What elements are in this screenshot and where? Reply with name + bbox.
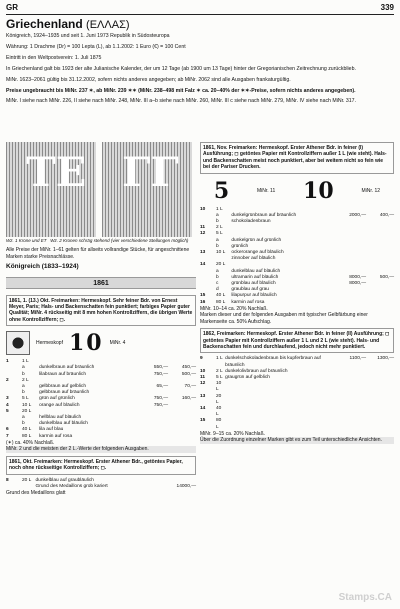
table-cell: a	[216, 237, 219, 243]
table-cell: dunkelblau auf bläulich	[39, 421, 88, 427]
table-cell: 11	[200, 374, 206, 380]
table-cell	[366, 381, 394, 393]
table-cell: 10	[200, 368, 206, 374]
table-cell: 5 L	[216, 231, 223, 237]
table-cell: 1300,—	[377, 356, 394, 362]
table-cell	[338, 418, 366, 430]
table-cell: 8	[6, 477, 9, 483]
stamp-value: 5	[213, 178, 230, 205]
title-greek: (ΕΛΛΑΣ)	[86, 19, 130, 31]
footnote: Über die Zuordnung einzelner Marken gibt es zum Teil unterschiedliche Ansichten.	[200, 437, 394, 443]
table-cell: 7	[6, 433, 9, 439]
issue-description: 1862, Freimarken: Hermeskopf. Erster Athener Bdr. in feiner (II) Ausführung; ◻ getöntes Papier mit Kontrollziffern außer 1 L und 2 L (wie steht). Hals- und Backenschatten fein und durchlaufend, jedoch nicht mehr punktiert.	[200, 328, 394, 353]
table-cell: 20 L	[216, 393, 222, 405]
table-cell: 13	[200, 250, 206, 256]
table-cell: 10	[200, 206, 206, 212]
table-cell: lila auf blau	[39, 427, 64, 433]
table-row	[200, 394, 394, 406]
table-cell: c	[216, 281, 219, 287]
table-cell: 12	[200, 231, 206, 237]
table-cell	[225, 418, 338, 430]
table-cell	[366, 394, 394, 406]
table-cell	[366, 406, 394, 418]
watermark-caption: Wz. 1 Krone und ET Wz. 2 Kronen schräg stehend (vier verschiedene Stellungen möglich)	[6, 238, 189, 243]
table-cell: a	[22, 365, 25, 371]
table-cell: schokoladenbraun	[231, 219, 271, 225]
table-cell: 10 L	[22, 402, 32, 408]
table-cell: 10 L	[216, 381, 222, 393]
table-cell: a	[216, 212, 219, 218]
table-cell: 40 L	[216, 405, 222, 418]
table-cell: hellblau auf bläulich	[39, 415, 82, 421]
right-column	[200, 142, 394, 444]
issue-description: 1861, Nov. Freimarken: Hermeskopf. Erster Athener Bdr. in feiner (I) Ausführung; ◻ getöntes Papier mit Kontrollziffern außer 1 L (wie steht). Hals- und Backenschatten meist noch punktiert, aber bei weitem nicht so fein wie bei der Pariser Drucken.	[200, 142, 394, 174]
table-cell: 8000,—	[349, 274, 366, 280]
table-cell: b	[216, 274, 219, 280]
table-cell: 5	[6, 408, 9, 414]
table-cell: 65,—	[156, 384, 168, 390]
table-cell: graugrün auf gelblich	[225, 374, 270, 380]
table-cell: 750,—	[153, 396, 168, 402]
table-cell: dunkelolivbraun auf bräunlich	[225, 368, 288, 374]
table-cell: 1 L	[22, 359, 29, 365]
intro-text	[6, 33, 394, 109]
table-cell: 15	[200, 293, 206, 299]
table-cell: ultramarin auf bläulich	[231, 274, 279, 280]
table-cell: 160,—	[181, 396, 196, 402]
table-cell: dunkelbraun auf bräunlich	[39, 365, 95, 371]
table-cell: zinnober auf bläulich	[231, 256, 276, 262]
table-cell	[366, 418, 394, 430]
table-cell: 80 L	[216, 299, 226, 305]
table-cell: 2	[6, 377, 9, 383]
table-cell	[225, 381, 338, 393]
price-note: Alle Preise der MiNr. 1–61 gelten für allseits vollrandige Stücke, für angeschnittene Marken starke Preisnachlässe.	[6, 247, 190, 260]
table-cell: grünlich	[231, 243, 249, 249]
issue-description: 1861, Okt. Freimarken: Hermeskopf. Erster Athener Bdr., getöntes Papier, noch ohne rückseitige Kontrollziffern; ◻.	[6, 456, 196, 475]
table-cell: 15	[200, 418, 206, 424]
table-cell: 70,—	[184, 384, 196, 390]
stamp-ref: MiNr. 4	[109, 340, 126, 347]
footnote: MiNr. 10–14 ca. 20% Nachlaß.	[200, 305, 268, 312]
table-cell: a	[22, 384, 25, 390]
price-table	[6, 359, 196, 440]
table-cell: karmin auf rosa	[231, 299, 265, 305]
page-number: 339	[380, 3, 394, 12]
table-cell: dunkelschokoladenbraun bis kupferbraun auf bräunlich	[225, 356, 321, 368]
table-cell: a	[22, 415, 25, 421]
table-cell: lilabraun auf bräunlich	[39, 371, 86, 377]
table-cell: grün auf grünlich	[39, 396, 75, 402]
table-cell: 2 L	[216, 368, 223, 374]
stamp-caption: Hermeskopf	[36, 340, 63, 347]
table-cell: 2 L	[22, 377, 29, 383]
table-cell: 750,—	[153, 371, 168, 377]
table-cell: 6	[6, 427, 9, 433]
table-cell: gelbbraun auf gelblich	[39, 384, 87, 390]
price-table	[200, 207, 394, 306]
table-cell: gelbbraun auf bräunlich	[39, 390, 90, 396]
table-cell: 80 L	[216, 418, 222, 430]
table-cell: dunkelgrünbraun auf bräunlich	[231, 212, 297, 218]
footnote: (✶) ca. 40% Nachlaß.	[6, 439, 55, 446]
table-cell: b	[22, 421, 25, 427]
table-cell	[338, 406, 366, 418]
table-cell	[225, 394, 338, 406]
table-cell: 550,—	[153, 365, 168, 371]
table-cell: 3	[6, 396, 9, 402]
watermark-image-1: TE	[6, 142, 96, 237]
table-row	[200, 418, 394, 430]
table-cell: 14	[200, 262, 206, 268]
stamp-value: 10	[68, 330, 104, 357]
intro-line: Preise ungebraucht bis MiNr. 237 ✶, ab MiNr. 239 ✶✶ (MiNr. 238–498 mit Falz ✶ ca. 20–40% der ✶✶-Preise, sofern nichts anderes angegeben).	[6, 87, 356, 94]
table-cell: 1100,—	[349, 356, 366, 362]
table-cell: 40 L	[216, 293, 226, 299]
table-cell: 500,—	[181, 371, 196, 377]
table-cell: 9	[200, 356, 203, 362]
table-cell: 20 L	[216, 262, 226, 268]
table-cell: 12	[200, 381, 206, 387]
table-cell: 13	[200, 393, 206, 399]
footnote: Grund des Medaillons glatt	[6, 489, 66, 496]
table-cell: 14000,—	[176, 483, 196, 489]
table-cell: 1 L	[216, 206, 223, 212]
table-cell: 400,—	[379, 212, 394, 218]
table-cell: karmin auf rosa	[39, 433, 73, 439]
intro-line: Währung: 1 Drachme (Dr) = 100 Lepta (L), ab 1.1.2002: 1 Euro (€) = 100 Cent	[6, 43, 186, 50]
table-cell: b	[22, 371, 25, 377]
table-cell: 8000,—	[349, 281, 366, 287]
footnote: MiNr. 9–15 ca. 20% Nachlaß.	[200, 430, 266, 437]
issue-description: 1861, 1. (13.) Okt. Freimarken: Hermeskopf. Sehr feiner Bdr. von Ernest Meyer, Paris; Hals- und Backenschatten fein punktiert; farbiges Papier guter Qualität; MiNr. 4 rückseitig mit 8 mm hohen Kontrollziffern, die übrigen Werte ohne Kontrollziffern; ◻.	[6, 295, 196, 327]
page-title	[6, 17, 130, 31]
table-cell: dunkelblau auf graubläulich	[35, 477, 94, 483]
table-row	[200, 356, 394, 368]
table-cell: 1	[6, 359, 9, 365]
title-main: Griechenland	[6, 17, 83, 31]
table-cell: 14	[200, 405, 206, 411]
table-cell: 20 L	[22, 477, 32, 483]
price-table	[6, 478, 196, 490]
table-cell	[338, 381, 366, 393]
table-cell: 1 L	[216, 356, 223, 362]
intro-line: Eintritt in den Weltpostverein: 1. Juli 1875	[6, 54, 102, 61]
section-heading: Königreich (1833–1924)	[6, 263, 79, 271]
table-cell: 5 L	[22, 396, 29, 402]
issue-stamps	[6, 329, 196, 357]
intro-line: MiNr. 1623–2061 gültig bis 31.12.2002, sofern nichts anderes angegeben; ab MiNr. 2062 sind alle Ausgaben frankaturgültig.	[6, 76, 291, 83]
table-cell: grünblau auf bläulich	[231, 281, 276, 287]
table-cell: 750,—	[153, 402, 168, 408]
table-cell: 11	[200, 225, 206, 231]
table-cell: 40 L	[22, 427, 32, 433]
hermes-stamp-icon	[6, 331, 30, 355]
footnote: Marken dieser und der folgenden Ausgaben mit typischer Gelbfärbung einer Markenseite ca. 50% Aufschlag.	[200, 312, 368, 325]
table-cell: 16	[200, 299, 206, 305]
stamp-ref: MiNr. 11	[257, 188, 276, 195]
table-cell: a	[216, 268, 219, 274]
table-cell: 2000,—	[349, 212, 366, 218]
table-cell: b	[216, 219, 219, 225]
intro-line: Königreich, 1924–1935 und seit 1. Juni 1973 Republik in Südosteuropa	[6, 33, 170, 39]
watermark-image-2: ΓΓ	[102, 142, 192, 237]
country-code: GR	[6, 3, 18, 12]
table-cell: 5 L	[216, 374, 223, 380]
stamp-ref: MiNr. 12	[361, 188, 381, 195]
table-cell	[225, 406, 338, 418]
table-cell	[338, 394, 366, 406]
intro-line: MiNr. I siehe nach MiNr. 226, II siehe nach MiNr. 248, MiNr. III a–b siehe nach MiNr. 260, MiNr. III c siehe nach MiNr. 279, MiNr. IV siehe nach MiNr. 317.	[6, 98, 357, 105]
watermark-images	[6, 142, 196, 237]
table-cell: orange auf bläulich	[39, 402, 80, 408]
table-cell: ockerorange auf bläulich	[231, 250, 284, 256]
year-bar: 1861	[6, 277, 196, 289]
table-cell: 20 L	[22, 408, 32, 414]
issue-stamps	[200, 177, 394, 207]
table-cell: 2 L	[216, 225, 223, 231]
table-cell: lilapurpur auf bläulich	[231, 293, 277, 299]
footnote: MiNr. 2 und die meisten der 2 L.-Werte der folgenden Ausgaben.	[6, 446, 196, 452]
intro-line: In Griechenland galt bis 1923 der alte Julianische Kalender, der um 12 Tage (ab 1900 um 13 Tage) hinter der Gregorianischen Zeitrechnung zurückblieb.	[6, 65, 356, 72]
table-cell: dunkelblau auf bläulich	[231, 268, 281, 274]
stamp-value: 10	[303, 178, 334, 205]
table-row	[200, 381, 394, 393]
table-cell: b	[216, 243, 219, 249]
table-cell: b	[22, 390, 25, 396]
table-cell: 450,—	[181, 365, 196, 371]
left-column	[6, 142, 196, 496]
table-cell: Grund des Medaillons grob kariert	[35, 483, 108, 489]
watermark-text: Stamps.CA	[338, 592, 392, 603]
table-cell: 4	[6, 402, 9, 408]
table-cell: 500,—	[379, 274, 394, 280]
table-cell: 80 L	[22, 433, 32, 439]
header-rule	[6, 14, 394, 15]
table-row	[200, 406, 394, 418]
price-table	[200, 356, 394, 430]
table-cell: dunkelgrün auf grünlich	[231, 237, 282, 243]
table-cell: 10 L	[216, 250, 226, 256]
table-cell: d	[216, 287, 219, 293]
table-cell: graublau auf grau	[231, 287, 269, 293]
